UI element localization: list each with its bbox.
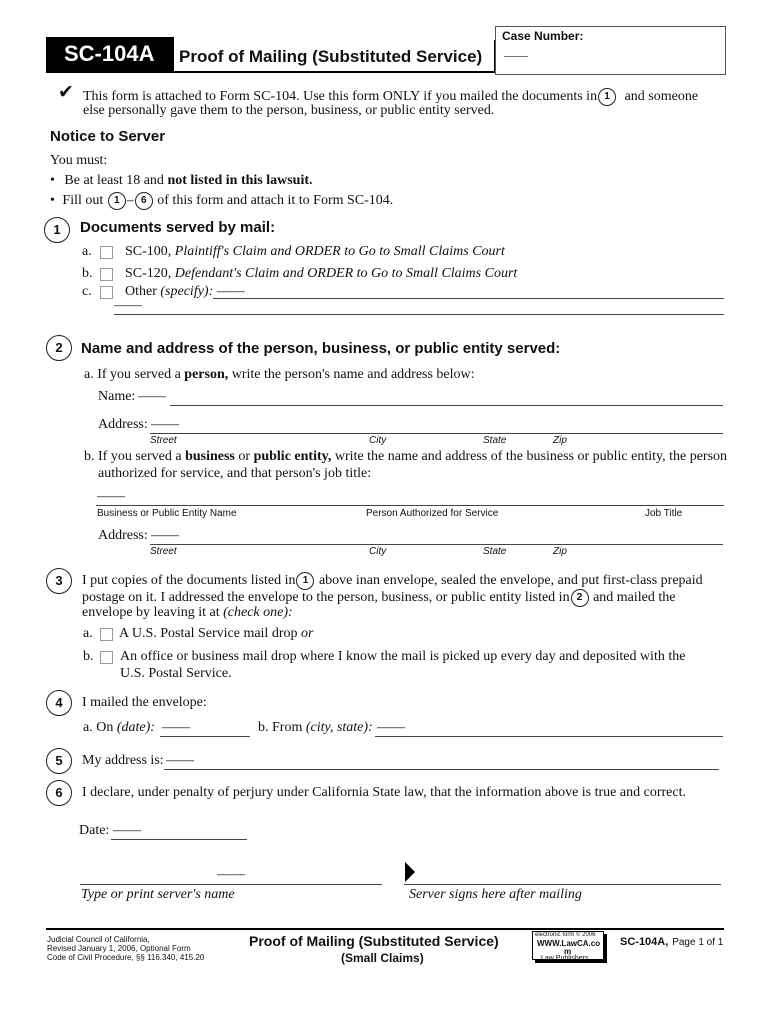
section-2b-intro [84, 449, 727, 465]
bullet-dot: • [50, 193, 55, 209]
section-number-2: 2 [46, 335, 72, 361]
server-signature-caption: Server signs here after mailing [409, 887, 582, 902]
section-number-3: 3 [46, 568, 72, 594]
section-number-6: 6 [46, 780, 72, 806]
item-1a-code: SC-100, [125, 244, 175, 259]
intro-line-2: else personally gave them to the person, business, or public entity served. [83, 103, 495, 118]
section-4-title: I mailed the envelope: [82, 695, 207, 710]
footer-rule [46, 928, 724, 930]
section-3-line-1a: I put copies of the documents listed in [82, 573, 296, 589]
section-3-line-3 [82, 605, 293, 621]
mailed-date-label [83, 720, 155, 736]
section-2-title: Name and address of the person, business, or public entity served: [81, 340, 561, 357]
address-value[interactable]: —— [151, 417, 179, 432]
section-ref-1: 1 [108, 192, 126, 210]
item-1b-text [125, 266, 517, 282]
stamp-line-3: m [564, 947, 572, 956]
section-3-line-2b: and mailed the [593, 590, 676, 606]
mailed-date-prefix: a. On [83, 720, 117, 735]
my-address-label: My address is: [82, 753, 164, 768]
section-2a-intro-1: a. If you served a [84, 367, 185, 382]
checkbox-sc100[interactable] [100, 246, 113, 259]
my-address-value[interactable]: —— [166, 753, 194, 768]
section-2b-bold-business: business [185, 449, 235, 464]
page-title: Proof of Mailing (Substituted Service) [179, 47, 483, 66]
mailed-from-value[interactable]: —— [377, 720, 405, 735]
mailed-from-field[interactable] [375, 736, 723, 737]
section-2b-intro-3: write the name and address of the business or public entity, the person [331, 449, 728, 464]
checkbox-office-drop[interactable] [100, 651, 113, 664]
notice-bullet-1 [50, 173, 313, 189]
server-name-field[interactable] [80, 884, 382, 885]
item-3b-letter: b. [83, 649, 94, 664]
item-1c-value-2[interactable]: —— [114, 298, 142, 313]
notice-bullet-2-text-a: Fill out [62, 193, 104, 209]
case-number-label: Case Number: [502, 29, 584, 43]
section-ref-1: 1 [598, 88, 616, 106]
case-number-field[interactable]: —— [504, 48, 528, 62]
notice-bullet-2-text-b: of this form and attach it to Form SC-104. [157, 193, 394, 209]
title-underline [46, 71, 495, 73]
intro-text-b: and someone [624, 89, 699, 105]
item-3a-label: A U.S. Postal Service mail drop [119, 626, 301, 641]
title-divider [494, 40, 495, 72]
item-1b-code: SC-120, [125, 266, 175, 281]
item-3a-or: or [301, 626, 314, 641]
section-2b-intro-2: or [234, 449, 254, 464]
name-value[interactable]: —— [138, 389, 166, 404]
address-field[interactable] [150, 433, 723, 434]
notice-bullet-1-bold: not listed in this lawsuit. [167, 173, 313, 188]
section-2a-intro-2: write the person's name and address below: [228, 367, 475, 382]
date-field[interactable] [111, 839, 247, 840]
footer-page-info [620, 932, 723, 948]
job-title-caption: Job Title [645, 508, 683, 519]
dash: – [126, 193, 134, 209]
item-1b-letter: b. [82, 266, 93, 281]
item-1c-value[interactable]: —— [216, 284, 245, 299]
authorized-caption: Person Authorized for Service [366, 508, 499, 519]
check-icon: ✔ [58, 82, 74, 103]
intro-text-a: This form is attached to Form SC-104. Use this form ONLY if you mailed the documents in [83, 89, 598, 105]
city-caption: City [369, 435, 387, 446]
footer-form-code: SC-104A, [620, 936, 669, 948]
footer-legal-3: Code of Civil Procedure, §§ 116.340, 415.20 [47, 953, 205, 962]
stamp-line-4: Law Publishers [541, 955, 589, 962]
stamp-line-2: WWW.LawCA.co [537, 939, 601, 948]
item-3b-text-1: An office or business mail drop where I know the mail is picked up every day and deposited with the [120, 649, 686, 664]
section-2b-intro-4: authorized for service, and that person's job title: [98, 466, 372, 481]
date-value[interactable]: —— [113, 823, 141, 838]
mailed-from-label [258, 720, 373, 736]
section-ref-6: 6 [135, 192, 153, 210]
item-1c-specify: (specify): [160, 284, 214, 299]
section-3-line-1b: above inan envelope, sealed the envelope, and put first-class prepaid [318, 573, 703, 589]
business-value[interactable]: —— [97, 489, 125, 504]
section-3-line-1 [82, 572, 703, 590]
section-number-1: 1 [44, 217, 70, 243]
state-caption: State [483, 546, 507, 557]
street-caption: Street [150, 546, 177, 557]
business-address-label: Address: [98, 528, 148, 543]
section-2b-intro-1: b. If you served a [84, 449, 186, 464]
item-1a-text [125, 244, 505, 260]
item-1a-name: Plaintiff's Claim and ORDER to Go to Small Claims Court [174, 244, 505, 259]
checkbox-sc120[interactable] [100, 268, 113, 281]
mailed-date-field[interactable] [160, 736, 250, 737]
business-field[interactable] [96, 505, 724, 506]
date-label: Date: [79, 823, 110, 838]
section-2b-bold-entity: public entity, [253, 449, 332, 464]
item-1b-name: Defendant's Claim and ORDER to Go to Small Claims Court [174, 266, 518, 281]
item-1c-letter: c. [82, 284, 92, 299]
section-1-title: Documents served by mail: [80, 219, 276, 236]
item-3a-text [119, 626, 313, 642]
mailed-from-prefix: b. From [258, 720, 306, 735]
item-3a-letter: a. [83, 626, 93, 641]
server-signature-field[interactable] [404, 884, 721, 885]
section-3-check-one: (check one): [223, 605, 293, 620]
mailed-date-hint: (date): [116, 720, 155, 735]
section-2a-intro [84, 367, 475, 383]
form-code: SC-104A [64, 41, 155, 66]
footer-legal-2: Revised January 1, 2006, Optional Form [47, 944, 191, 953]
item-1c-label: Other [125, 284, 161, 299]
footer-legal-1: Judicial Council of California, [47, 935, 150, 944]
mailed-from-hint: (city, state): [305, 720, 373, 735]
section-2a-intro-bold: person, [184, 367, 229, 382]
item-3b-text-2: U.S. Postal Service. [120, 666, 232, 681]
footer-subtitle: (Small Claims) [341, 951, 424, 965]
checkbox-postal-drop[interactable] [100, 628, 113, 641]
notice-bullet-1-text: Be at least 18 and [64, 173, 168, 188]
checkbox-other[interactable] [100, 286, 113, 299]
street-caption: Street [150, 435, 177, 446]
declaration-text: I declare, under penalty of perjury under California State law, that the information above is true and correct. [82, 785, 686, 800]
notice-bullet-2 [50, 192, 393, 210]
business-address-value[interactable]: —— [151, 528, 179, 543]
item-1a-letter: a. [82, 244, 92, 259]
zip-caption: Zip [553, 546, 567, 557]
name-label: Name: [98, 389, 136, 404]
footer-page-number: Page 1 of 1 [672, 937, 724, 948]
server-name-value[interactable]: —— [217, 867, 245, 882]
section-ref-1: 1 [296, 572, 314, 590]
mailed-date-value[interactable]: —— [162, 720, 190, 735]
zip-caption: Zip [553, 435, 567, 446]
state-caption: State [483, 435, 507, 446]
server-name-caption: Type or print server's name [81, 887, 235, 902]
section-number-5: 5 [46, 748, 72, 774]
stamp-line-1: electronic form © 2006 [535, 932, 596, 938]
notice-you-must: You must: [50, 153, 108, 168]
section-number-4: 4 [46, 690, 72, 716]
name-field[interactable] [170, 405, 723, 406]
business-name-caption: Business or Public Entity Name [97, 508, 237, 519]
address-label: Address: [98, 417, 148, 432]
section-3-line-3a: envelope by leaving it at [82, 605, 224, 620]
my-address-field[interactable] [164, 769, 719, 770]
notice-title: Notice to Server [50, 128, 166, 145]
other-specify-line[interactable] [213, 298, 724, 299]
arrow-right-icon [405, 862, 415, 882]
section-3-line-2a: postage on it. I addressed the envelope to the person, business, or public entity listed in [82, 590, 570, 606]
business-address-field[interactable] [150, 544, 723, 545]
other-specify-line-2[interactable] [114, 314, 724, 315]
bullet-dot: • [50, 173, 55, 188]
section-ref-2: 2 [571, 589, 589, 607]
city-caption: City [369, 546, 387, 557]
footer-title: Proof of Mailing (Substituted Service) [249, 933, 499, 949]
